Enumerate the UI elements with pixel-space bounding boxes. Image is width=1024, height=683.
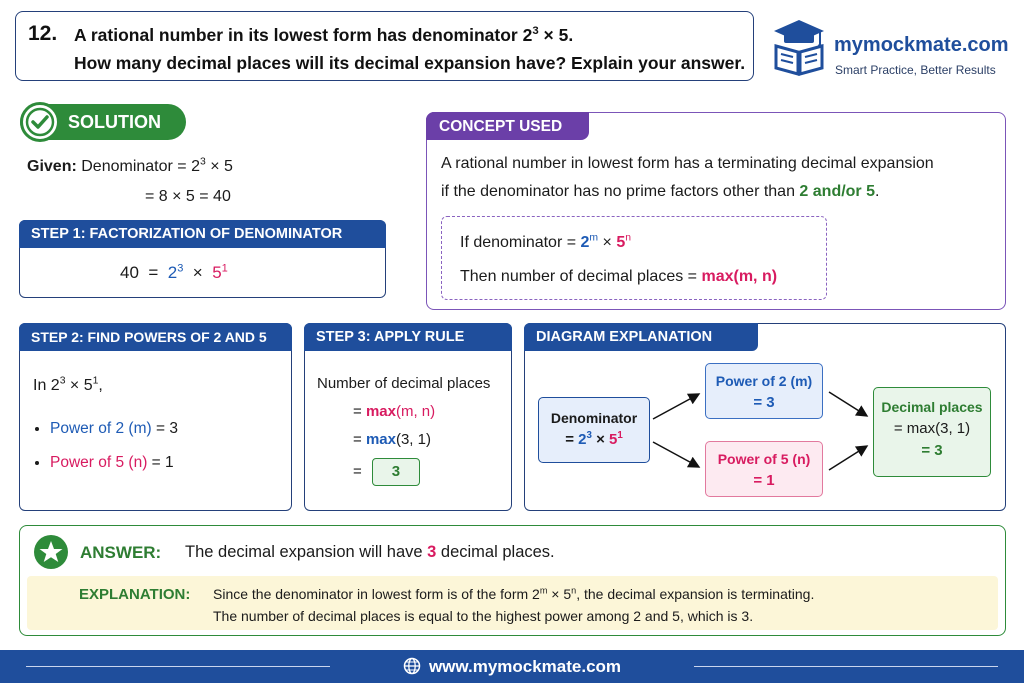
decimal-places-node: Decimal places = max(3, 1) = 3 [873, 387, 991, 477]
question-number: 12. [28, 22, 58, 45]
step3-content: Number of decimal places = max(m, n) = max(3, 1) = 3 [317, 370, 490, 486]
list-item: • Power of 2 (m) = 3 [50, 412, 178, 446]
answer-box [19, 525, 1006, 636]
step3-answer-box: 3 [372, 458, 420, 486]
step2-header: STEP 2: FIND POWERS OF 2 AND 5 [19, 323, 292, 351]
given-block [27, 152, 233, 212]
explanation-label: EXPLANATION: [79, 586, 191, 603]
arrow-p2-to-dp [829, 392, 867, 416]
brand-logo[interactable] [772, 16, 1012, 80]
diagram-header: DIAGRAM EXPLANATION [524, 323, 758, 351]
given-row-2: = 8 × 5 = 40 [145, 188, 231, 205]
step3-box [304, 323, 512, 511]
formula-line-2: Then number of decimal places = max(m, n) [460, 268, 778, 285]
solution-label: SOLUTION [68, 112, 161, 132]
formula-line-1: If denominator = $2^m \times 5^n$ [460, 232, 631, 251]
step2-expression: In $2^3 \times 5^1$, [33, 375, 103, 394]
concept-formula [441, 216, 827, 300]
concept-text: A rational number in lowest form has a terminating decimal expansion if the denominator has no prime factors other than 2 and/or 5. [441, 155, 934, 200]
solution-badge [20, 104, 186, 140]
arrow-den-to-p2 [653, 394, 699, 419]
globe-icon [403, 657, 421, 675]
question-box [15, 11, 754, 81]
step1-factorization: $40 = 2^3 \times 5^1$ [120, 262, 228, 282]
diagram-box [524, 323, 1006, 511]
footer-bar [0, 650, 1024, 683]
given-row-1: Given: Denominator = $2^3 \times 5$ [27, 156, 233, 175]
power-of-5-node: Power of 5 (n) = 1 [705, 441, 823, 497]
explanation-panel [27, 576, 998, 630]
step3-header: STEP 3: APPLY RULE [304, 323, 512, 351]
powers-list [50, 412, 178, 480]
step1-box [19, 220, 386, 298]
list-item: • Power of 5 (n) = 1 [50, 446, 178, 480]
footer-link[interactable]: www.mymockmate.com [0, 657, 1024, 677]
brand-name: mymockmate.com [834, 34, 1009, 56]
denominator-node: Denominator = $2^3 \times 5^1$ [538, 397, 650, 463]
answer-label: ANSWER: [80, 543, 162, 562]
graduation-cap-book-icon [772, 18, 826, 76]
arrow-den-to-p5 [653, 442, 699, 467]
power-of-2-node: Power of 2 (m) = 3 [705, 363, 823, 419]
explanation-line-2: The number of decimal places is equal to the highest power among 2 and 5, which is 3. [213, 608, 754, 624]
concept-box [426, 112, 1006, 310]
question-line-1: A rational number in its lowest form has denominator $2^3 \times 5$. [74, 25, 574, 45]
star-icon [33, 534, 69, 570]
explanation-line-1: Since the denominator in lowest form is of the form $2^m \times 5^n$, the decimal expansion is terminating. [213, 585, 815, 602]
step2-box [19, 323, 292, 511]
step1-header: STEP 1: FACTORIZATION OF DENOMINATOR [19, 220, 386, 248]
check-circle-icon [20, 102, 60, 142]
question-line-2: How many decimal places will its decimal expansion have? Explain your answer. [74, 53, 746, 73]
arrow-p5-to-dp [829, 446, 867, 470]
concept-header: CONCEPT USED [426, 112, 589, 140]
brand-tagline: Smart Practice, Better Results [835, 63, 996, 77]
answer-text: The decimal expansion will have 3 decimal places. [185, 543, 555, 561]
